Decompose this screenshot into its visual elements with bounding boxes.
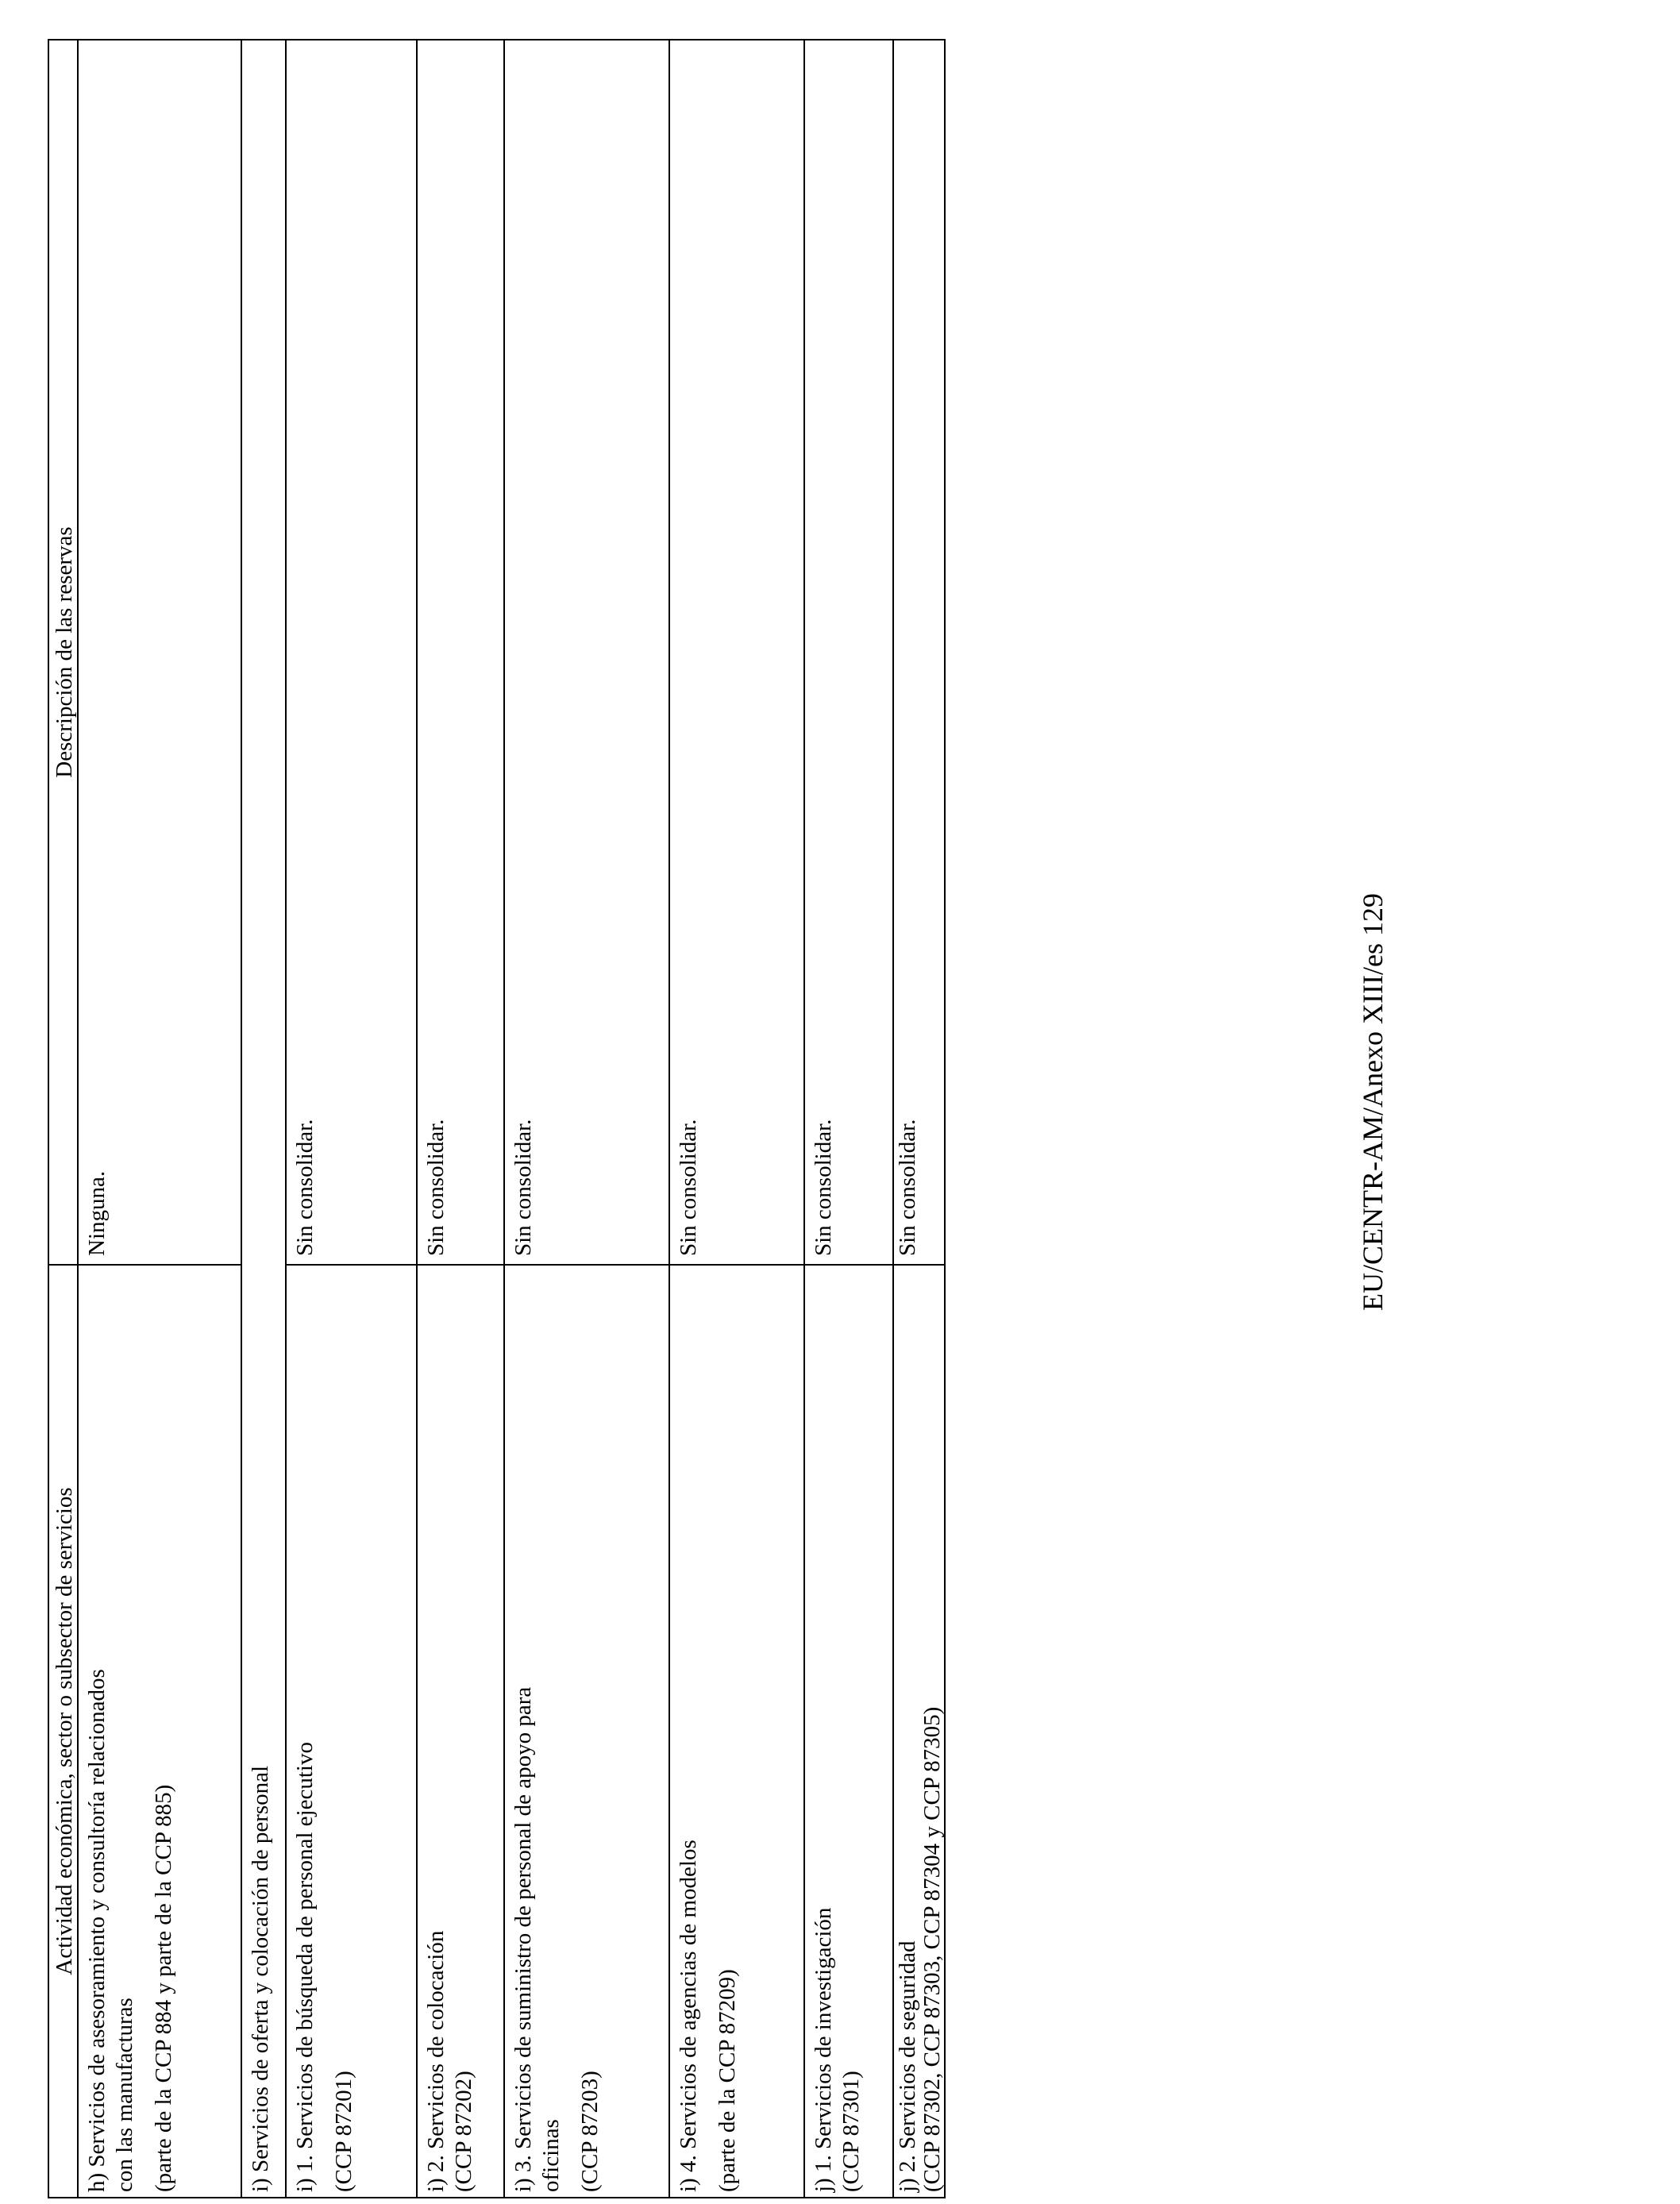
table-row — [805, 40, 894, 2197]
table-header-row — [49, 40, 79, 2197]
reservation-cell: Sin consolidar. — [811, 1119, 836, 1256]
table-row — [418, 40, 505, 2197]
table-row — [79, 40, 242, 2197]
reservation-cell: Sin consolidar. — [511, 1119, 536, 1256]
activity-cell: i) 4. Servicios de agencias de modelos (parte de la CCP 87209) — [670, 1264, 803, 2197]
activity-cell: i) 1. Servicios de búsqueda de personal ejecutivo (CCP 87201) — [287, 1264, 416, 2197]
table-row — [670, 40, 805, 2197]
table-row — [242, 40, 287, 2197]
reservation-cell: Sin consolidar. — [895, 1119, 920, 1256]
header-activity: Actividad económica, sector o subsector de servicios — [49, 1264, 77, 2197]
table-row — [287, 40, 418, 2197]
reservation-cell: Sin consolidar. — [292, 1119, 318, 1256]
page-footer-reference: EU/CENTR-AM/Anexo XIII/es 129 — [1357, 893, 1389, 1311]
group-heading-cell: i) Servicios de oferta y colocación de personal — [248, 1765, 273, 2192]
reservation-cell: Sin consolidar. — [676, 1119, 701, 1256]
table-row — [894, 40, 944, 2197]
activity-cell: i) 2. Servicios de colocación (CCP 87202) — [418, 1264, 503, 2197]
activity-cell: h) Servicios de asesoramiento y consultoría relacionados con las manufacturas (parte de la CCP 884 y parte de la CCP 885) — [79, 1264, 241, 2197]
activity-cell: i) 3. Servicios de suministro de personal de apoyo para oficinas (CCP 87203) — [505, 1264, 669, 2197]
reservation-cell: Ninguna. — [84, 1170, 110, 1256]
activity-cell: j) 2. Servicios de seguridad (CCP 87302, CCP 87303, CCP 87304 y CCP 87305) — [894, 1264, 944, 2197]
reservations-table — [48, 39, 946, 2198]
reservation-cell: Sin consolidar. — [423, 1119, 449, 1256]
table-row — [505, 40, 670, 2197]
activity-cell: j) 1. Servicios de investigación (CCP 87301) — [805, 1264, 892, 2197]
header-reservations: Descripción de las reservas — [52, 526, 77, 778]
